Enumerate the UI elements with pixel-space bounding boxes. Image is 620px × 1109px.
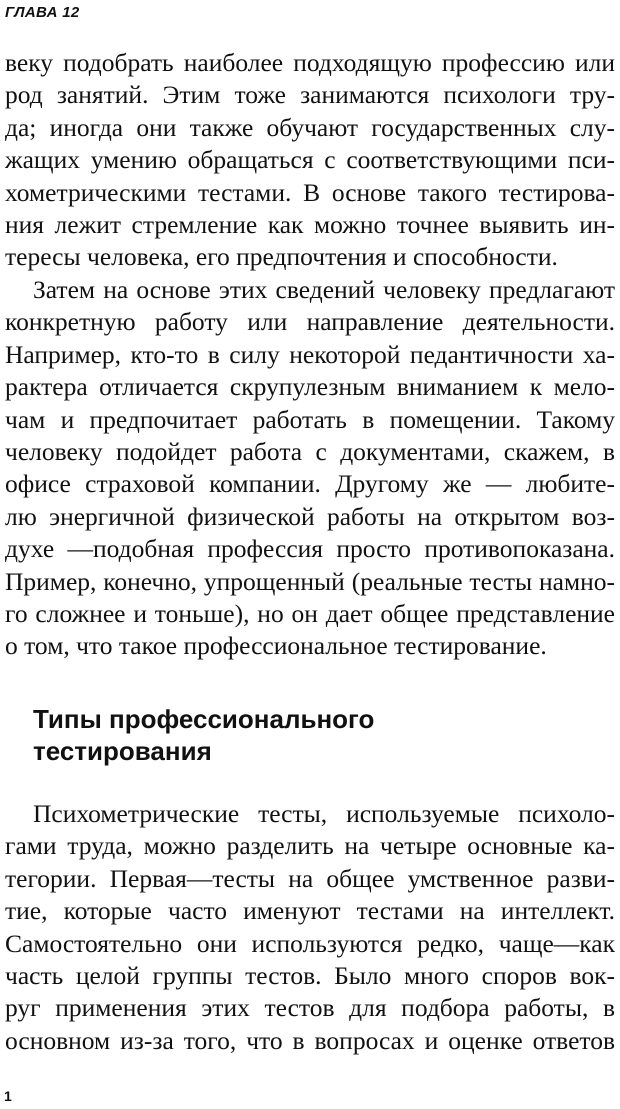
text-line: Самостоятельно они используются редко, чаще—как [5,928,615,958]
text-line: Например, кто-то в силу некоторой педантичности ха- [5,339,615,369]
text-line: человеку подойдет работа с документами, скажем, в [5,437,615,467]
text-line: лю энергичной физической работы на открытом воз- [5,501,615,531]
text-line: конкретную работу или направление деятельности. [5,307,615,337]
heading-line: тестирования [33,736,212,766]
text-line: духе —подобная профессия просто противопоказана. [5,534,615,564]
text-line: рактера отличается скрупулезным вниманием к мело- [5,372,615,402]
heading-line: Типы профессионального [33,704,375,734]
text-line: ния лежит стремление как можно точнее выявить ин- [5,210,615,240]
text-line: руг применения этих тестов для подбора работы, в [5,993,615,1023]
text-line: хометрическими тестами. В основе такого тестирова- [5,177,615,207]
text-line: часть целой группы тестов. Было много споров вок- [5,961,615,991]
text-line: чам и предпочитает работать в помещении. Такому [5,404,615,434]
text-line: тегории. Первая—тесты на общее умственное разви- [5,863,615,893]
section-heading [33,703,374,767]
text-line: Психометрические тесты, используемые психоло- [33,799,615,828]
text-line: о том, что такое профессиональное тестирование. [5,631,547,661]
text-line: тие, которые часто именуют тестами на интеллект. [5,896,615,926]
text-line: основном из-за того, что в вопросах и оценке ответов [5,1025,615,1055]
paragraph [5,274,615,663]
text-line: род занятий. Этим тоже занимаются психологи тру- [5,80,615,110]
text-line: офисе страховой компании. Другому же — любите- [5,469,615,499]
text-line: Пример, конечно, упрощенный (реальные тесты намно- [5,566,615,596]
text-line: да; иногда они также обучают государственных слу- [5,112,615,142]
page-number: 1 [4,1088,12,1104]
text-line: жащих умению обращаться с соответствующими пси- [5,145,615,175]
text-line: тересы человека, его предпочтения и способности. [5,242,558,272]
text-line: го сложнее и тоньше), но он дает общее представление [5,599,615,629]
paragraph [5,798,615,1057]
paragraph-continuation [5,47,615,274]
running-head: ГЛАВА 12 [5,4,80,21]
text-line: гами труда, можно разделить на четыре основные ка- [5,831,615,861]
text-line: веку подобрать наиболее подходящую профессию или [5,48,615,77]
text-line: Затем на основе этих сведений человеку предлагают [33,275,615,304]
